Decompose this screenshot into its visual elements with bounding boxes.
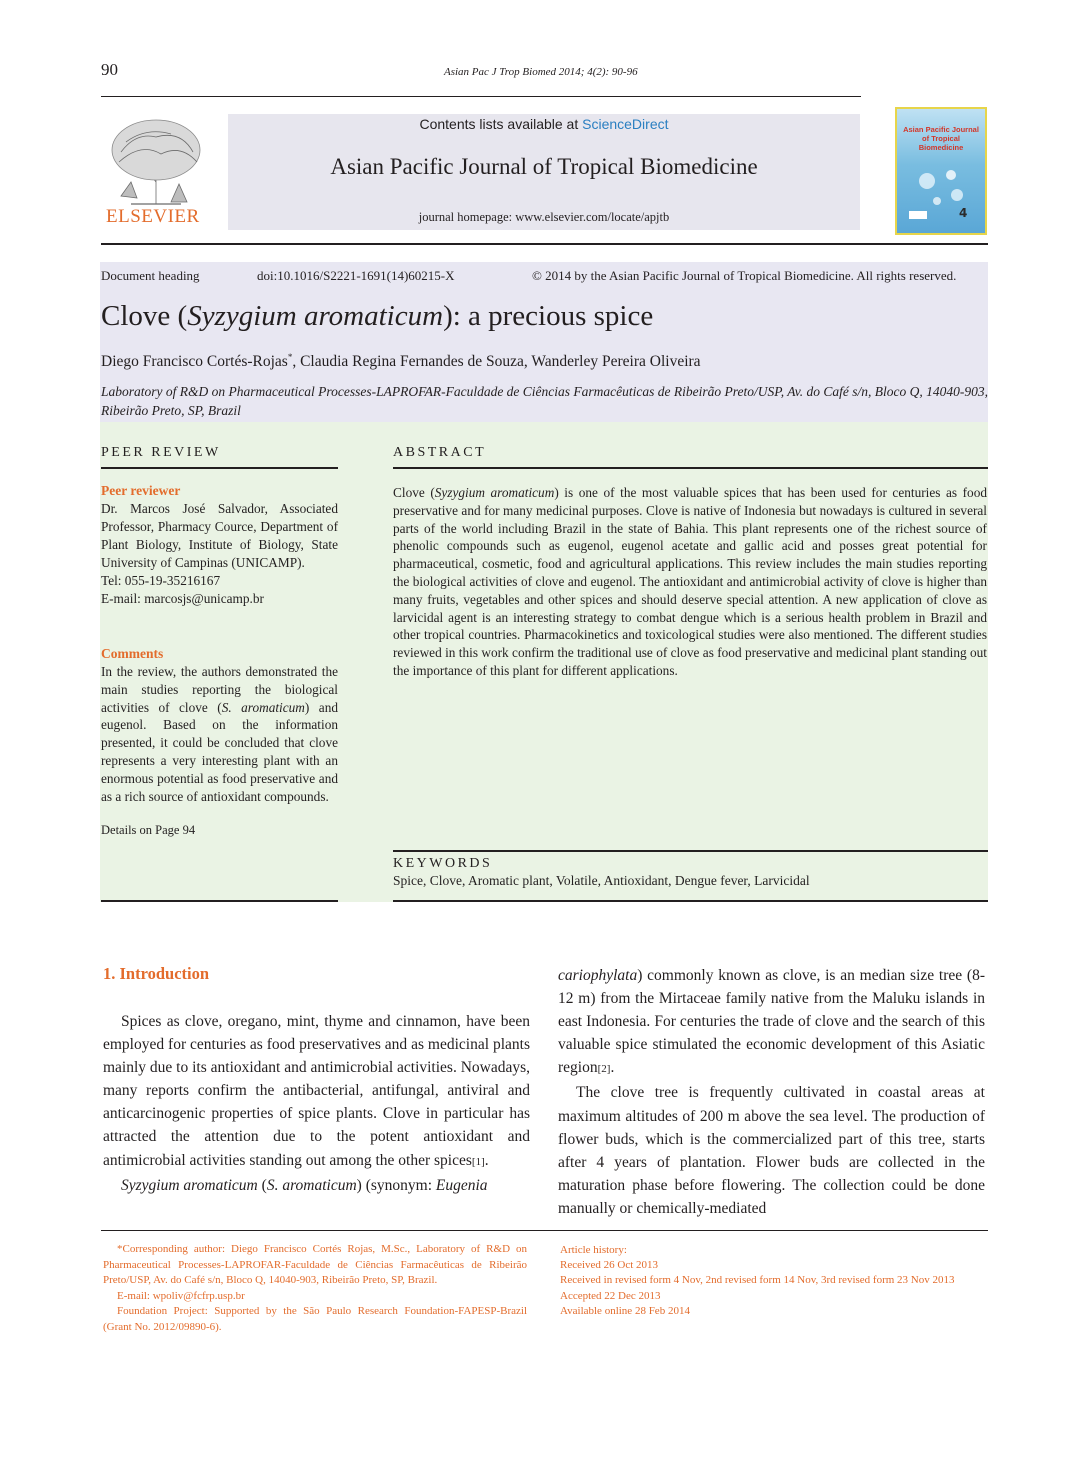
article-title [101, 300, 653, 333]
cover-bubbles-graphic [907, 161, 977, 221]
species-name: Syzygium aromaticum [121, 1176, 258, 1194]
keywords-bottom-rule [393, 900, 988, 902]
elsevier-wordmark: ELSEVIER [106, 206, 200, 227]
abstract-text [393, 484, 987, 680]
affiliation: Laboratory of R&D on Pharmaceutical Processes-LAPROFAR-Faculdade de Ciências Farmacêuticas de Ribeirão Preto/USP, Av. do Café s/n, Bloco Q, 14040-903, Ribeirão Preto, SP, Brazil [101, 384, 988, 418]
comments-text [101, 663, 338, 805]
foundation-note: Foundation Project: Supported by the São Paulo Research Foundation-FAPESP-Brazil (Grant No. 2012/09890-6). [103, 1305, 527, 1333]
abstract-part: ) is one of the most valuable spices that has been used for centuries as food preservative and for many medicinal purposes. Clove is native of Indonesia but nowadays is cultured in several parts of the world including Brazil in the state of Bahia. This plant represents one of the richest source of phenolic compounds such as eugenol, eugenol acetate and gallic acid and posses great potential for pharmaceutical, cosmetic, food and agricultural applications. This review includes the main studies reporting the biological activities of clove and eugenol. The antioxidant and antimicrobial activity of clove is higher than many fruits, vegetables and other spices and should deserve special attention. A new application of clove as larvicidal agent is an interesting strategy to combat dengue which is a serious health problem in Brazil and other tropical countries. Pharmacokinetics and toxicological studies were also mentioned. The different studies reviewed in this work confirm the traditional use of clove as food preservative and medicinal plant standing out the importance of this plant for different applications. [393, 485, 987, 678]
header-rule [101, 243, 988, 245]
author-names: , Claudia Regina Fernandes de Souza, Wanderley Pereira Oliveira [292, 353, 701, 371]
keywords-list: Spice, Clove, Aromatic plant, Volatile, Antioxidant, Dengue fever, Larvicidal [393, 873, 810, 888]
journal-cover-thumbnail [895, 107, 987, 235]
details-page-link[interactable]: Details on Page 94 [101, 823, 196, 837]
title-species: Syzygium aromaticum [187, 300, 444, 332]
peer-review-bottom-rule [101, 900, 338, 902]
species-abbrev: S. aromaticum [266, 1176, 357, 1194]
footnotes [103, 1242, 527, 1335]
intro-paragraph-1 [103, 1010, 530, 1174]
introduction-left-column [103, 1010, 530, 1197]
title-part: ): a precious spice [443, 300, 654, 332]
citation-link[interactable]: [1] [471, 1155, 485, 1168]
top-rule [101, 96, 861, 97]
intro-p1-text: Spices as clove, oregano, mint, thyme and cinnamon, have been employed for centuries as food preservatives and as medicinal plants mainly due to its antioxidant and antimicrobial activities. Nowadays, many reports confirm the antibacterial, antifungal, antiviral and anticarcinogenic properties of spice plants. Clove in particular has attracted the attention due to the potent antioxidant and antimicrobial activities standing out among the other spices [103, 1013, 531, 1169]
intro-p2-text: ( [257, 1176, 267, 1194]
intro-p2-text: ) (synonym: [356, 1176, 436, 1194]
synonym-genus: Eugenia [435, 1176, 488, 1194]
history-accepted: Accepted 22 Dec 2013 [560, 1289, 661, 1302]
title-part: Clove ( [101, 300, 188, 332]
page-number: 90 [101, 60, 118, 79]
footnote-rule [101, 1230, 988, 1231]
intro-r1-end: . [610, 1059, 615, 1077]
peer-reviewer-heading: Peer reviewer [101, 483, 181, 498]
peer-reviewer-info [101, 500, 338, 608]
history-received: Received 26 Oct 2013 [560, 1259, 659, 1272]
comments-part: In the review, the authors demonstrated the main studies reporting the biological activities of clove ( [101, 664, 338, 715]
cover-title: Asian Pacific Journal of Tropical Biomedicine [903, 125, 979, 152]
history-online: Available online 28 Feb 2014 [560, 1304, 690, 1317]
corresponding-email[interactable]: E-mail: wpoliv@fcfrp.usp.br [117, 1289, 245, 1302]
intro-paragraph-3: The clove tree is frequently cultivated in coastal areas at maximum altitudes of 200 m above the sea level. The production of flower buds, which is the commercialized part of this tree, starts after 4 years of plantation. Flower buds are collected in the maturation phase before flowering. The collection could be done manually or chemically-mediated [558, 1084, 985, 1217]
history-title: Article history: [560, 1244, 627, 1256]
copyright: © 2014 by the Asian Pacific Journal of Tropical Biomedicine. All rights reserved. [532, 268, 957, 283]
corresponding-author-note: *Corresponding author: Diego Francisco Cortés Rojas, M.Sc., Laboratory of R&D on Pharmaceutical Processes-LAPROFAR-Faculdade de Ciências Farmacêuticas de Ribeirão Preto/USP, Av. do Café s/n, Bloco Q, 14040-903, Ribeirão Preto, SP, Brazil. [103, 1243, 527, 1286]
intro-paragraph-2 [103, 1174, 530, 1197]
running-head: Asian Pac J Trop Biomed 2014; 4(2): 90-96 [444, 66, 638, 78]
reviewer-tel: Tel: 055-19-35216167 [101, 573, 221, 588]
sciencedirect-link[interactable]: ScienceDirect [582, 116, 669, 132]
intro-p1-end: . [484, 1151, 489, 1169]
authors [101, 352, 701, 371]
history-revised: Received in revised form 4 Nov, 2nd revised form 14 Nov, 3rd revised form 23 Nov 2013 [560, 1274, 955, 1287]
abstract-part: Clove ( [393, 485, 435, 500]
peer-review-heading: PEER REVIEW [101, 445, 221, 460]
intro-paragraph-2-cont [558, 964, 985, 1081]
svg-text:4: 4 [959, 206, 968, 220]
author-name: Diego Francisco Cortés-Rojas [101, 353, 288, 371]
introduction-right-column [558, 964, 985, 1220]
keywords-heading: KEYWORDS [393, 856, 493, 871]
journal-banner [228, 114, 860, 230]
synonym-species: cariophylata [558, 967, 638, 984]
comments-species: S. aromaticum [221, 699, 305, 715]
keywords-rule [393, 850, 988, 852]
comments-heading: Comments [101, 646, 164, 661]
citation-link[interactable]: [2] [597, 1063, 611, 1076]
article-history [560, 1243, 988, 1319]
reviewer-email[interactable]: E-mail: marcosjs@unicamp.br [101, 591, 264, 606]
doi[interactable]: doi:10.1016/S2221-1691(14)60215-X [257, 268, 455, 283]
abstract-heading: ABSTRACT [393, 445, 487, 460]
journal-homepage[interactable]: journal homepage: www.elsevier.com/locate/apjtb [418, 210, 670, 224]
contents-prefix: Contents lists available at [419, 116, 583, 132]
abstract-species: Syzygium aromaticum [434, 485, 555, 500]
intro-r1-text: ) commonly known as clove, is an median size tree (8-12 m) from the Mirtaceae family native from the Maluku islands in east Indonesia. For centuries the trade of clove and the search of this valuable spice stimulated the economic development of this Asiatic region [558, 967, 985, 1077]
journal-title: Asian Pacific Journal of Tropical Biomedicine [330, 154, 758, 179]
comments-part: ) and eugenol. Based on the information presented, it could be concluded that clove represents a very interesting plant with an enormous potential as food preservative and as a rich source of antioxidant compounds. [101, 699, 338, 804]
document-heading: Document heading [101, 268, 200, 283]
reviewer-text: Dr. Marcos José Salvador, Associated Professor, Pharmacy Cource, Department of Plant Biology, Institute of Biology, State University of Campinas (UNICAMP). [101, 501, 338, 570]
abstract-rule [393, 467, 988, 469]
corresponding-mark: * [287, 352, 293, 362]
peer-review-rule [101, 467, 338, 469]
contents-line [228, 116, 860, 132]
introduction-heading: 1. Introduction [103, 964, 210, 983]
